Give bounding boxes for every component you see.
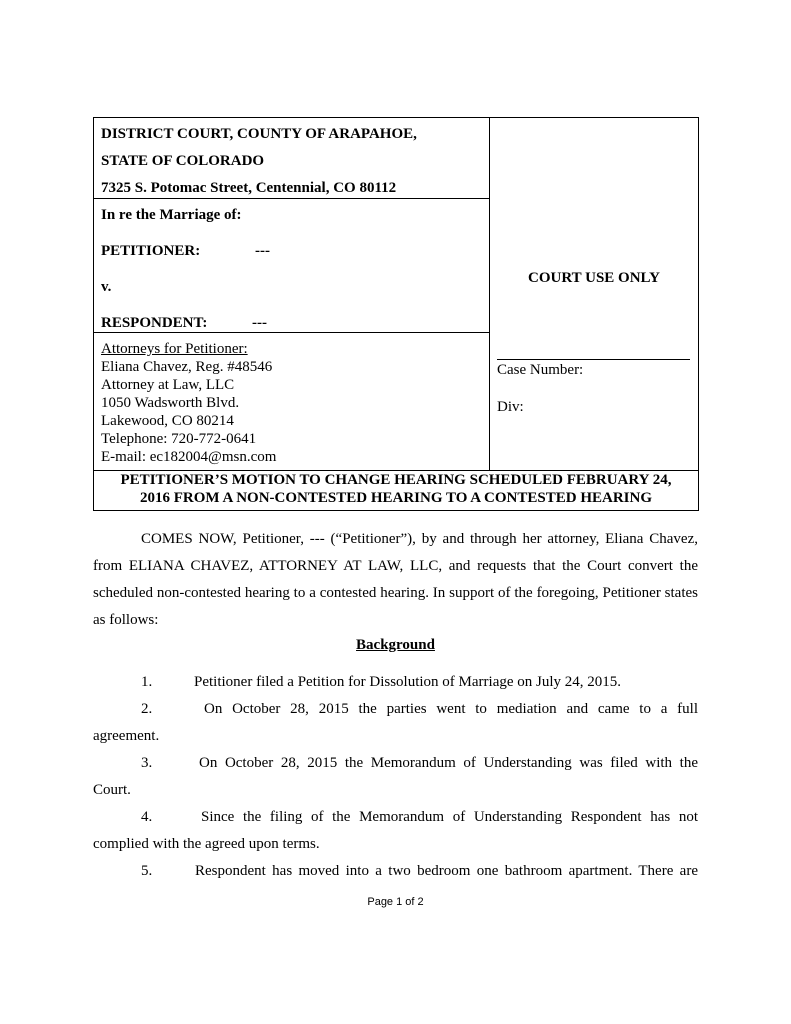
attorney-street: 1050 Wadsworth Blvd. <box>101 395 240 411</box>
respondent-value: --- <box>252 315 267 331</box>
item-5-text: Respondent has moved into a two bedroom one bathroom apartment. There are <box>195 863 698 879</box>
item-2-text-cont: agreement. <box>93 728 160 744</box>
court-use-only-label <box>490 270 698 287</box>
case-caption-box <box>93 117 699 511</box>
court-address: 7325 S. Potomac Street, Centennial, CO 80112 <box>101 180 397 196</box>
case-number-label: Case Number: <box>497 362 584 378</box>
attorney-name: Eliana Chavez, Reg. #48546 <box>101 359 273 375</box>
case-number-rule <box>497 359 690 360</box>
petitioner-value: --- <box>255 243 270 259</box>
item-5-number: 5. <box>141 863 153 879</box>
attorney-city: Lakewood, CO 80214 <box>101 413 234 429</box>
caption-vertical-divider <box>489 118 490 471</box>
item-3-text: On October 28, 2015 the Memorandum of Understanding was filed with the <box>199 755 698 771</box>
court-use-only-text: COURT USE ONLY <box>512 270 675 286</box>
attorneys-heading: Attorneys for Petitioner: <box>101 341 248 357</box>
motion-title <box>94 471 698 507</box>
attorney-firm: Attorney at Law, LLC <box>101 377 235 393</box>
respondent-label: RESPONDENT: <box>101 315 208 331</box>
intro-paragraph: COMES NOW, Petitioner, --- (“Petitioner”), by and through her attorney, Eliana Chavez, from ELIANA CHAVEZ, ATTORNEY AT LAW, LLC, and requests that the Court convert the scheduled non-contested hearing to a contested hearing. In support of the foregoing, Petitioner states as follows: <box>93 531 698 628</box>
in-re-label: In re the Marriage of: <box>101 207 242 223</box>
attorney-phone: Telephone: 720-772-0641 <box>101 431 257 447</box>
page-number: Page 1 of 2 <box>367 896 424 908</box>
caption-divider-parties <box>94 332 489 333</box>
item-4-number: 4. <box>141 809 153 825</box>
petitioner-label: PETITIONER: <box>101 243 201 259</box>
versus-label: v. <box>101 279 112 295</box>
motion-title-line1: PETITIONER’S MOTION TO CHANGE HEARING SCHEDULED FEBRUARY 24, <box>120 472 672 488</box>
court-name-line1: DISTRICT COURT, COUNTY OF ARAPAHOE, <box>101 126 417 142</box>
item-2-text: On October 28, 2015 the parties went to mediation and came to a full <box>204 701 698 717</box>
caption-divider-court <box>94 198 489 199</box>
attorney-email: E-mail: ec182004@msn.com <box>101 449 277 465</box>
item-1-number: 1. <box>141 674 153 690</box>
item-3-number: 3. <box>141 755 153 771</box>
item-2-number: 2. <box>141 701 153 717</box>
court-name-line2: STATE OF COLORADO <box>101 153 265 169</box>
item-4-text-cont: complied with the agreed upon terms. <box>93 836 320 852</box>
motion-title-line2: 2016 FROM A NON-CONTESTED HEARING TO A CONTESTED HEARING <box>139 490 653 506</box>
div-label: Div: <box>497 399 524 415</box>
section-heading: Background <box>356 637 435 653</box>
item-3-text-cont: Court. <box>93 782 131 798</box>
item-1-text: Petitioner filed a Petition for Dissolution of Marriage on July 24, 2015. <box>194 674 622 690</box>
item-4-text: Since the filing of the Memorandum of Understanding Respondent has not <box>201 809 698 825</box>
